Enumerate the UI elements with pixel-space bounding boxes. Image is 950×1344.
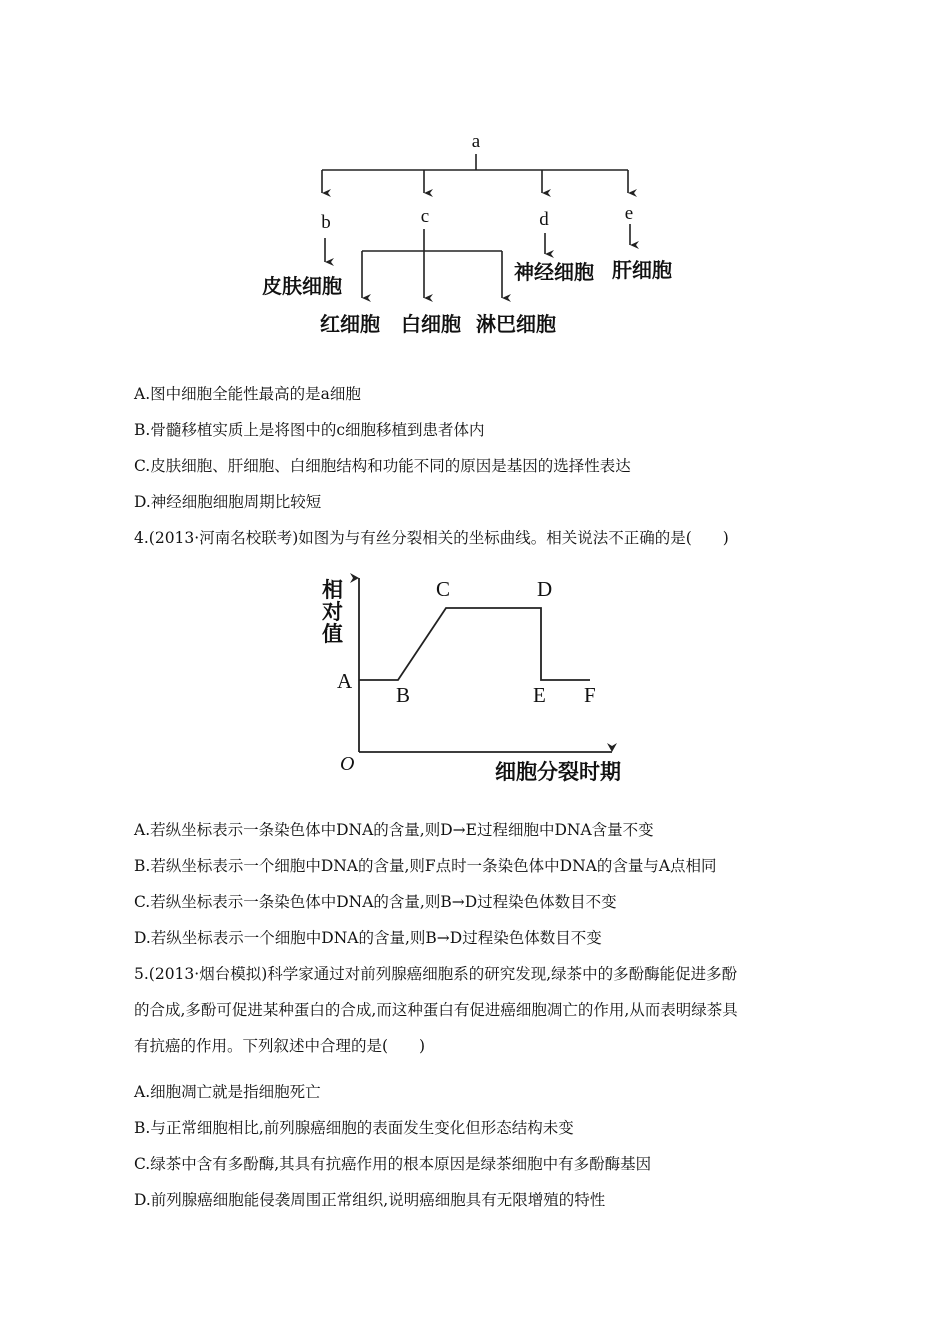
y-axis-label-2: 对 (322, 600, 343, 624)
q3-option-b: B.骨髓移植实质上是将图中的c细胞移植到患者体内 (134, 421, 485, 439)
cell-red: 红细胞 (320, 312, 380, 336)
q5-option-b: B.与正常细胞相比,前列腺癌细胞的表面发生变化但形态结构未变 (134, 1119, 574, 1137)
point-label-c: C (436, 577, 451, 601)
cell-skin: 皮肤细胞 (262, 274, 342, 298)
q4-option-a: A.若纵坐标表示一条染色体中DNA的含量,则D→E过程细胞中DNA含量不变 (134, 821, 654, 839)
node-b: b (321, 212, 331, 233)
q5-option-d: D.前列腺癌细胞能侵袭周围正常组织,说明癌细胞具有无限增殖的特性 (134, 1191, 606, 1209)
q4-option-d: D.若纵坐标表示一个细胞中DNA的含量,则B→D过程染色体数目不变 (134, 929, 602, 947)
node-d: d (539, 209, 549, 230)
cell-lymph: 淋巴细胞 (476, 312, 556, 336)
point-label-f: F (584, 683, 596, 707)
q5-stem-line-1: 5.(2013·烟台模拟)科学家通过对前列腺癌细胞系的研究发现,绿茶中的多酚酶能促进多酚 (134, 965, 738, 983)
point-label-a: A (337, 669, 353, 693)
chart-curve (359, 608, 590, 680)
cell-liver: 肝细胞 (612, 258, 672, 282)
cell-white: 白细胞 (401, 312, 461, 336)
differentiation-diagram (0, 0, 950, 350)
q3-option-c: C.皮肤细胞、肝细胞、白细胞结构和功能不同的原因是基因的选择性表达 (134, 457, 631, 475)
x-axis-label: 细胞分裂时期 (495, 760, 621, 784)
node-c: c (420, 206, 430, 227)
y-axis-label-3: 值 (322, 622, 343, 646)
origin-label: O (340, 753, 355, 775)
q4-option-c: C.若纵坐标表示一条染色体中DNA的含量,则B→D过程染色体数目不变 (134, 893, 617, 911)
q4-option-b: B.若纵坐标表示一个细胞中DNA的含量,则F点时一条染色体中DNA的含量与A点相同 (134, 857, 717, 875)
point-label-b: B (396, 683, 411, 707)
q4-stem: 4.(2013·河南名校联考)如图为与有丝分裂相关的坐标曲线。相关说法不正确的是( ) (134, 529, 729, 547)
q3-option-a: A.图中细胞全能性最高的是a细胞 (134, 385, 361, 403)
point-label-e: E (533, 683, 546, 707)
cell-nerve: 神经细胞 (514, 260, 594, 284)
q5-stem-line-2: 的合成,多酚可促进某种蛋白的合成,而这种蛋白有促进癌细胞凋亡的作用,从而表明绿茶具 (134, 1001, 738, 1019)
q3-option-d: D.神经细胞细胞周期比较短 (134, 493, 322, 511)
q5-option-c: C.绿茶中含有多酚酶,其具有抗癌作用的根本原因是绿茶细胞中有多酚酶基因 (134, 1155, 652, 1173)
q5-stem-line-3: 有抗癌的作用。下列叙述中合理的是( ) (134, 1037, 426, 1055)
node-a: a (471, 131, 481, 152)
y-axis-label-1: 相 (322, 578, 343, 602)
point-label-d: D (537, 577, 553, 601)
node-e: e (624, 203, 634, 224)
q5-option-a: A.细胞凋亡就是指细胞死亡 (134, 1083, 321, 1101)
